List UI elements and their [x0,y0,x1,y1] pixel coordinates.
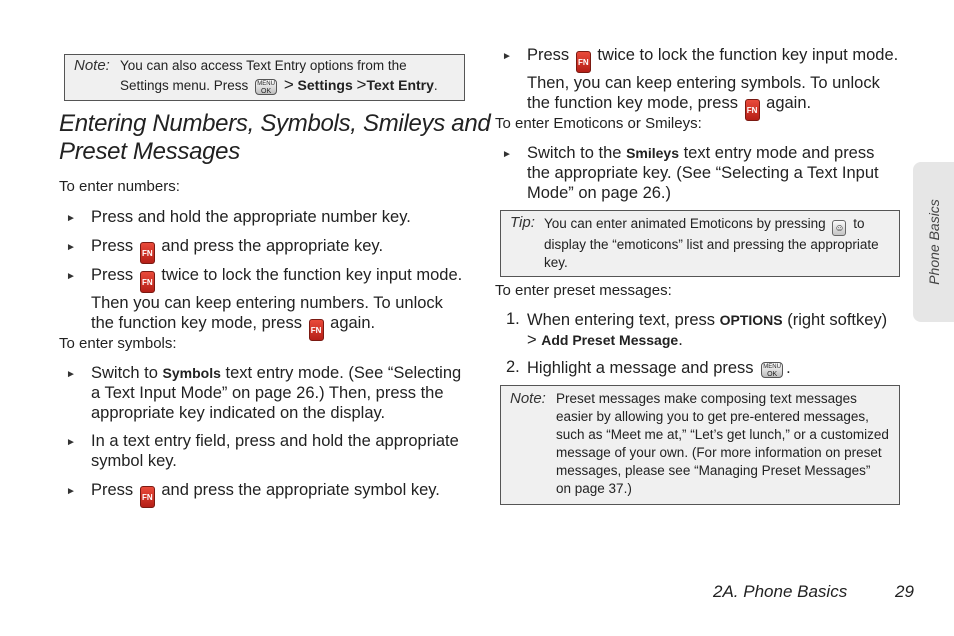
numbers-bullet-1: Press and hold the appropriate number key. [91,208,411,226]
step-number: 1. [506,310,520,328]
smiley-key-icon: ☺ [832,220,846,236]
text-entry-label: Text Entry [366,77,434,93]
separator: > [283,75,294,94]
preset-lead: To enter preset messages: [495,282,672,299]
fn-key-icon: FN [140,242,155,264]
right-bullet-fn-lock: Press FN twice to lock the function key input mode. Then, you can keep entering symbols. To unlock the function key mode, press FN again. [527,45,898,121]
tip-text: You can enter animated Emoticons by pressing ☺ to display the “emoticons” list and pressing the appropriate key. [544,216,879,270]
note-bottom-text: Preset messages make composing text messages easier by allowing you to get pre-entered messages, such as “Meet me at,” “Let’s get lunch,” or a customized message of your own. (For more information on preset messages, please see “Managing Preset Messages” on page 37.) [556,391,889,496]
symbols-bullet-3: Press FN and press the appropriate symbol key. [91,480,440,508]
emoticons-bullet-1: Switch to the Smileys text entry mode and press the appropriate key. (See “Selecting a Text Input Mode” on page 26.) [527,144,879,202]
tip-label: Tip: [510,214,535,231]
fn-key-icon: FN [140,271,155,293]
bullet-arrow-icon: ► [502,149,512,160]
symbols-bullet-2: In a text entry field, press and hold the appropriate symbol key. [91,432,459,470]
side-section-tab [913,162,954,322]
settings-label: Settings [297,77,353,93]
side-tab-label: Phone Basics [925,199,942,285]
bullet-arrow-icon: ► [66,437,76,448]
note-line2-text: Settings menu. Press [120,78,249,93]
fn-key-icon: FN [576,51,591,73]
numbers-bullet-2: Press FN and press the appropriate key. [91,236,383,264]
note-text-line1: You can also access Text Entry options from the [120,58,407,73]
bullet-arrow-icon: ► [66,271,76,282]
bullet-arrow-icon: ► [66,486,76,497]
preset-step-1: When entering text, press OPTIONS (right softkey) > Add Preset Message. [527,311,888,349]
fn-key-icon: FN [140,486,155,508]
symbols-lead: To enter symbols: [59,335,177,352]
footer-section: 2A. Phone Basics [713,582,848,601]
heading-line1: Entering Numbers, Symbols, Smileys and [59,110,491,137]
menu-ok-key-icon: MENU OK [255,79,277,95]
symbols-bullet-1: Switch to Symbols text entry mode. (See “Selecting a Text Input Mode” on page 26.) Then, press the appropriate key indicated on the display. [91,364,462,422]
note-box-top [64,54,465,101]
heading-line2: Preset Messages [59,138,240,165]
note-label: Note: [510,390,546,407]
numbers-lead: To enter numbers: [59,178,180,195]
page-number: 29 [895,582,914,601]
step-number: 2. [506,358,520,376]
tip-box [500,210,900,277]
separator: > [356,75,367,94]
numbers-bullet-3: Press FN twice to lock the function key input mode. Then you can keep entering numbers. To unlock the function key mode, press FN again. [91,265,462,341]
note-text-line2: Settings menu. Press MENU OK > Settings >Text Entry. [120,75,438,95]
menu-ok-key-icon: MENU OK [761,362,783,378]
bullet-arrow-icon: ► [66,369,76,380]
emoticons-lead: To enter Emoticons or Smileys: [495,115,702,132]
bullet-arrow-icon: ► [502,51,512,62]
fn-key-icon: FN [745,99,760,121]
bullet-arrow-icon: ► [66,213,76,224]
fn-key-icon: FN [309,319,324,341]
preset-step-2: Highlight a message and press MENU OK . [527,359,791,378]
note-box-bottom [500,385,900,505]
bullet-arrow-icon: ► [66,242,76,253]
note-label: Note: [74,57,110,74]
section-heading [59,110,490,166]
